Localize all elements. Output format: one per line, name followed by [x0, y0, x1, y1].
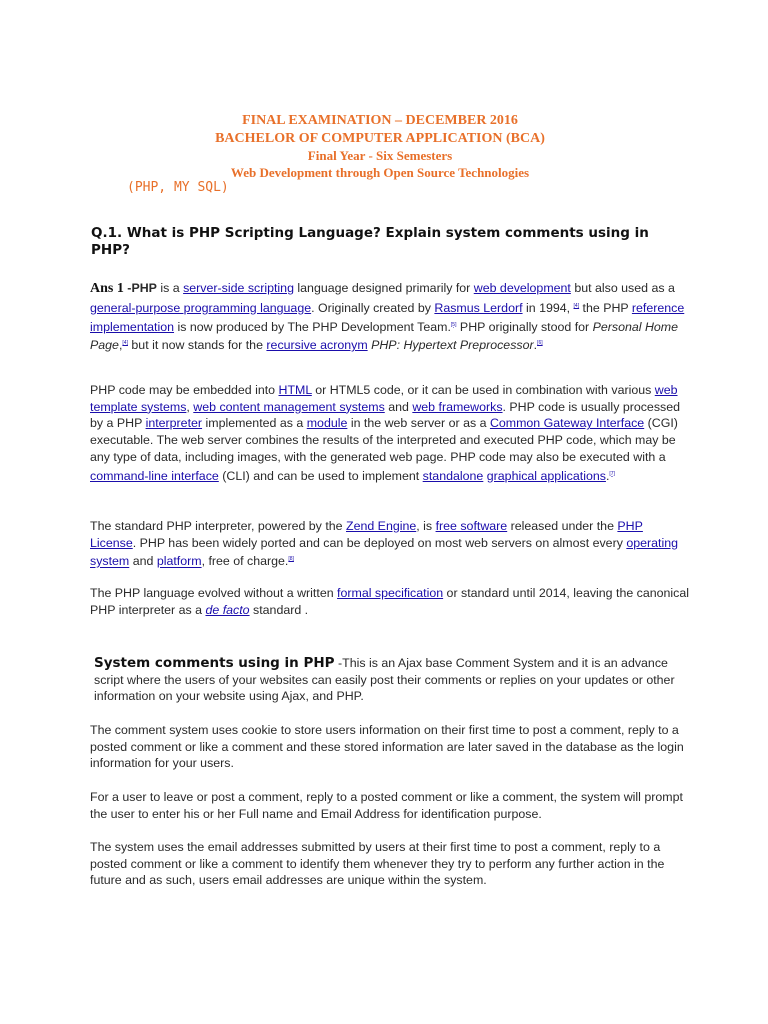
link[interactable]: formal specification	[337, 586, 444, 600]
citation-link[interactable]: [5]	[450, 321, 457, 328]
link[interactable]: platform	[156, 554, 202, 569]
citation-link[interactable]: [6]	[537, 340, 543, 347]
degree-title: BACHELOR OF COMPUTER APPLICATION (BCA)	[215, 131, 545, 146]
link[interactable]: general-purpose programming language	[90, 300, 312, 315]
text: PHP originally stood for	[456, 319, 593, 334]
text: ,	[118, 338, 123, 353]
answer-paragraph-1	[90, 280, 690, 354]
paragraph-cookie: The comment system uses cookie to store users information on their first time to post a comment, reply to a posted comment or like a comment and these stored information are later saved in the database as the login information for your users.	[90, 723, 684, 771]
text: .	[605, 468, 610, 483]
paragraph-user-prompt: For a user to leave or post a comment, reply to a posted comment or like a comment, the system will prompt the user to enter his or her Full name and Email Address for identification purpose.	[90, 790, 683, 821]
year-title: Final Year - Six Semesters	[307, 148, 453, 163]
citation-link[interactable]: [7]	[609, 470, 615, 477]
text: .	[533, 338, 538, 353]
text: -	[123, 281, 132, 295]
link[interactable]: de facto	[205, 602, 250, 617]
text: PHP: Hypertext Preprocessor	[371, 338, 534, 353]
link[interactable]: standalone	[422, 468, 484, 483]
link[interactable]: recursive acronym	[266, 338, 368, 353]
subject-subtitle: (PHP, MY SQL)	[127, 180, 229, 195]
citation-link[interactable]: [4]	[122, 340, 128, 347]
system-comments-paragraph	[94, 655, 684, 705]
link[interactable]: web template systems	[90, 383, 678, 414]
text: The standard PHP interpreter, powered by the	[90, 519, 346, 533]
link[interactable]: web content management systems	[193, 399, 385, 414]
link[interactable]: Common Gateway Interface	[489, 416, 645, 431]
text: , is	[416, 519, 436, 533]
text: PHP	[131, 281, 157, 295]
link[interactable]: web frameworks	[412, 399, 503, 414]
link[interactable]: PHP License	[90, 519, 643, 550]
text: and	[384, 399, 413, 414]
text: Personal Home Page	[90, 319, 679, 353]
text: but also used as a	[570, 281, 675, 295]
link[interactable]: HTML	[278, 383, 312, 397]
text: . Originally created by	[311, 300, 435, 315]
text: (CLI) and can be used to implement	[218, 468, 423, 483]
subject-title: Web Development through Open Source Technologies	[230, 165, 530, 180]
link[interactable]: graphical applications	[486, 468, 606, 483]
text: standard .	[249, 602, 309, 617]
text: released under the	[507, 519, 618, 533]
text: (CGI) executable. The web server combines the results of the interpreted and executed PHP code, which may be any type of data, including images, with the generated web page. PHP code may also be executed with a	[90, 416, 678, 464]
answer-paragraph-4	[90, 585, 690, 618]
text: in 1994,	[522, 300, 574, 315]
citation-link[interactable]: [4]	[573, 302, 580, 309]
text: is a	[156, 281, 184, 295]
text: but it now stands for the	[127, 338, 267, 353]
text: . PHP has been widely ported and can be deployed on most web servers on almost every	[132, 535, 627, 550]
text: implemented as a	[202, 416, 307, 431]
text: or HTML5 code, or it can be used in combination with various	[311, 383, 655, 397]
text: the PHP	[579, 300, 632, 315]
text: in the web server or as a	[347, 416, 490, 431]
link[interactable]: server-side scripting	[183, 281, 294, 295]
text: or standard until 2014, leaving the canonical PHP interpreter as a	[90, 586, 690, 617]
text: ,	[186, 399, 194, 414]
link[interactable]: interpreter	[145, 416, 203, 431]
link[interactable]: free software	[435, 519, 508, 533]
text: language designed primarily for	[293, 281, 474, 295]
section-heading: System comments using in PHP	[94, 655, 335, 671]
text: and	[129, 554, 157, 569]
exam-title: FINAL EXAMINATION – DECEMBER 2016	[242, 113, 518, 128]
answer-paragraph-3	[90, 518, 690, 570]
link[interactable]: web development	[473, 281, 571, 295]
answer-paragraph-2	[90, 382, 690, 484]
text: , free of charge.	[201, 554, 289, 569]
question-heading: Q.1. What is PHP Scripting Language? Explain system comments using in PHP?	[91, 225, 649, 258]
citation-link[interactable]: [8]	[288, 556, 294, 563]
link[interactable]: command-line interface	[90, 468, 219, 483]
link[interactable]: module	[306, 416, 348, 431]
text: . PHP code is usually processed by a PHP	[90, 399, 680, 431]
text: The PHP language evolved without a written	[90, 586, 338, 600]
paragraph-email: The system uses the email addresses submitted by users at their first time to post a comment, reply to a posted comment or like a comment to identify them whenever they try to perform any further action in the future and as such, users email addresses are unique within the system.	[90, 840, 665, 888]
text: is now produced by The PHP Development Team.	[174, 319, 451, 334]
text: -This is an Ajax base Comment System and it is an advance script where the users of your websites can easily post their comments or replies on your updates or other information on your website using Ajax, and PHP.	[94, 656, 675, 704]
link[interactable]: Zend Engine	[346, 519, 417, 533]
text: PHP code may be embedded into	[90, 383, 279, 397]
link[interactable]: operating system	[90, 535, 679, 569]
answer-label: Ans 1	[90, 281, 124, 296]
link[interactable]: Rasmus Lerdorf	[434, 300, 523, 315]
link[interactable]: reference implementation	[90, 300, 685, 334]
